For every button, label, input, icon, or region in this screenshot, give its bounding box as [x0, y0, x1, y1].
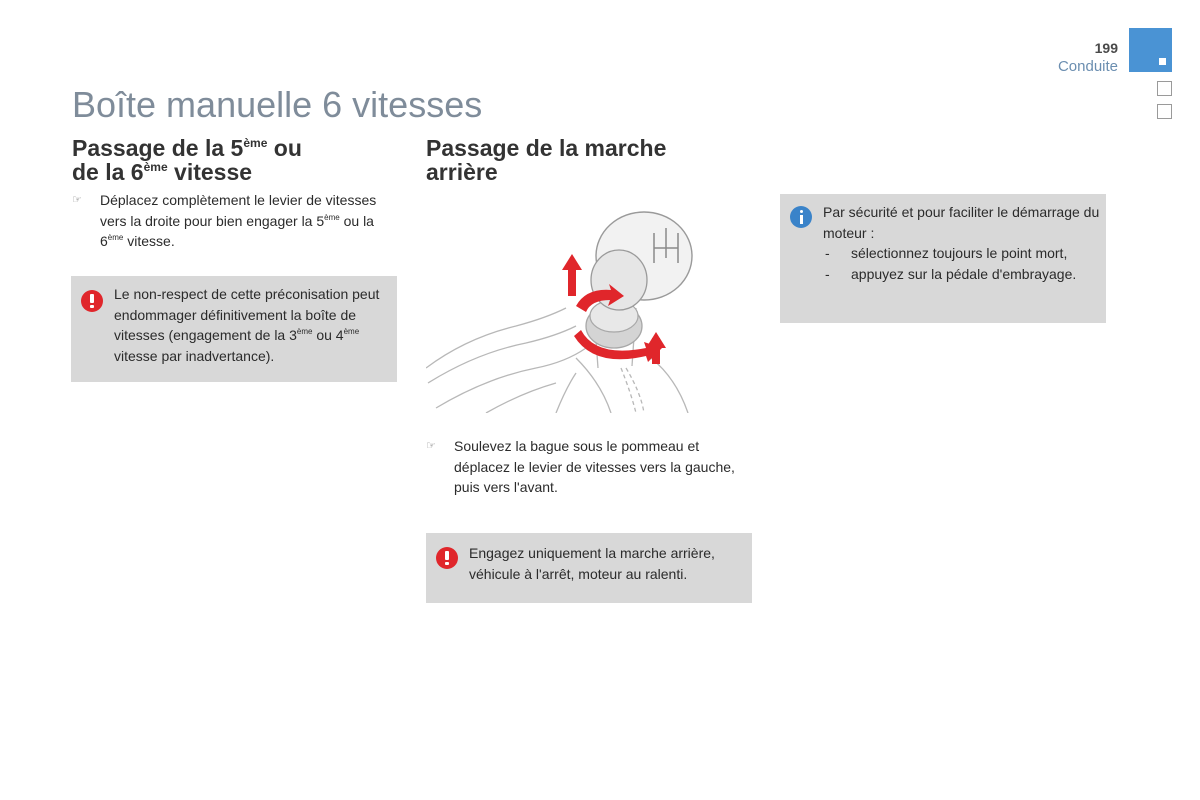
- warning-icon: [436, 547, 458, 569]
- warning-callout: [426, 533, 752, 603]
- warning-text: Le non-respect de cette préconisation peut endommager définitivement la boîte de vitesses (engagement de la 3ème ou 4ème vitesse par inadvertance).: [114, 286, 380, 364]
- warning-text: Engagez uniquement la marche arrière, véhicule à l'arrêt, moteur au ralenti.: [469, 545, 715, 582]
- info-list: [823, 243, 1101, 284]
- hand-pointer-icon: ☞: [426, 440, 436, 452]
- warning-icon: [81, 290, 103, 312]
- page-title: Boîte manuelle 6 vitesses: [72, 84, 483, 125]
- list-item: - appuyez sur la pédale d'embrayage.: [825, 265, 1077, 282]
- tab-square-icon: [1159, 58, 1166, 65]
- section-name: Conduite: [1057, 58, 1118, 75]
- section-heading-5th-6th-gear: Passage de la 5ème ou de la 6ème vitesse: [72, 135, 302, 185]
- instruction-bullet: [426, 436, 746, 498]
- section-tab[interactable]: [1157, 81, 1172, 96]
- list-item: - sélectionnez toujours le point mort,: [825, 245, 1068, 261]
- section-tab[interactable]: [1157, 104, 1172, 119]
- info-intro: Par sécurité et pour faciliter le démarrage du moteur :: [823, 204, 1100, 241]
- info-text: [823, 202, 1101, 284]
- instruction-bullet: [72, 190, 392, 252]
- warning-callout: [71, 276, 397, 382]
- instruction-text: Soulevez la bague sous le pommeau et déplacez le levier de vitesses vers la gauche, puis vers l'avant.: [454, 438, 735, 495]
- section-heading-reverse-gear: Passage de la marche arrière: [426, 135, 667, 185]
- gear-lever-reverse-illustration: [426, 208, 726, 413]
- info-icon: [790, 206, 812, 228]
- info-callout: [780, 194, 1106, 323]
- page-number: 199: [1094, 40, 1118, 56]
- instruction-text: Déplacez complètement le levier de vitesses vers la droite pour bien engager la 5ème ou la 6ème vitesse.: [100, 192, 377, 249]
- section-tab-active[interactable]: [1129, 28, 1172, 72]
- hand-pointer-icon: ☞: [72, 194, 82, 206]
